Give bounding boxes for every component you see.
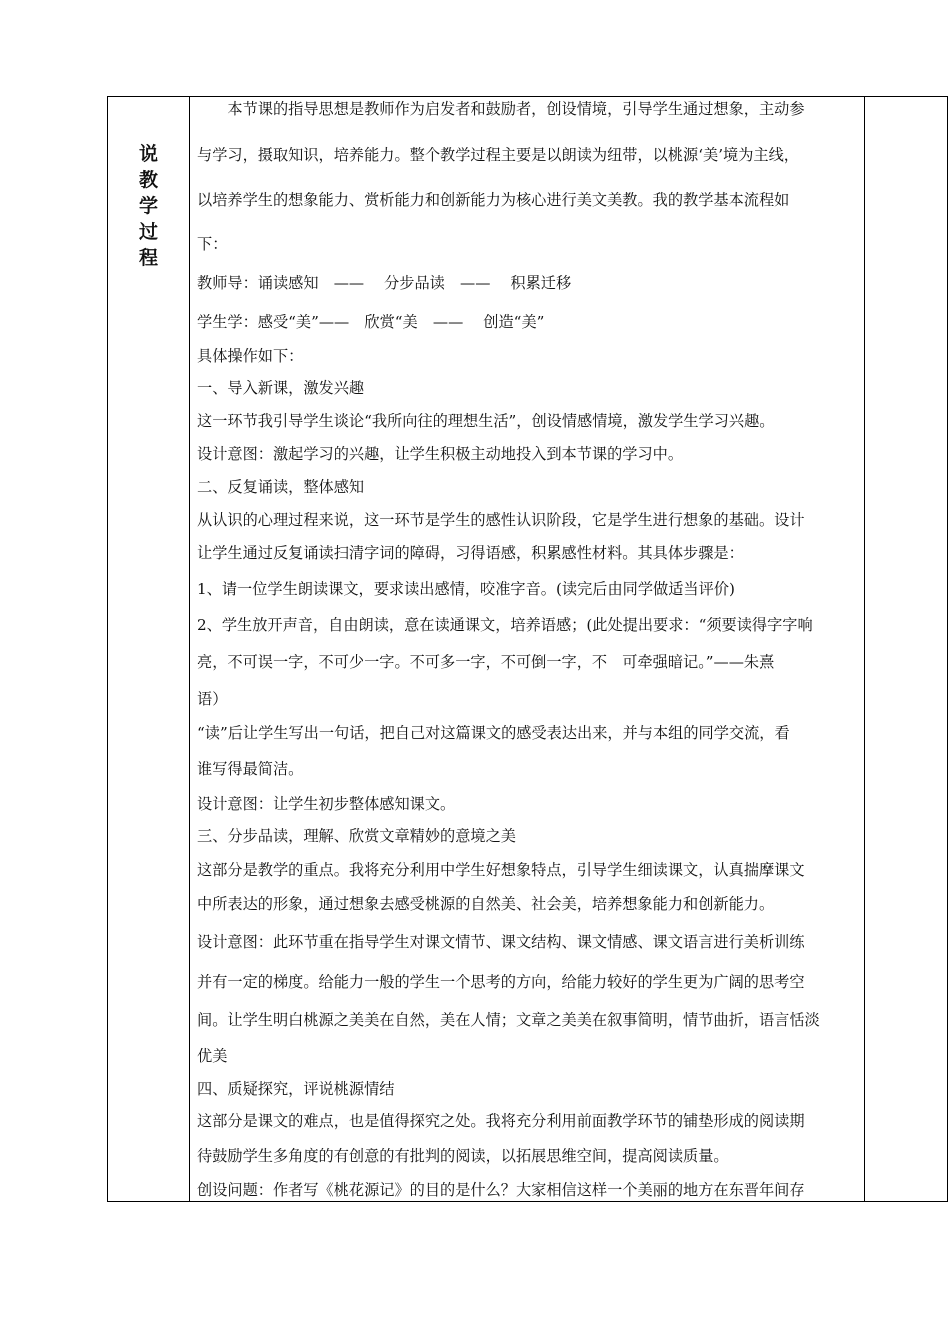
text-line: 以培养学生的想象能力、赏析能力和创新能力为核心进行美文美教。我的教学基本流程如 xyxy=(197,191,790,209)
text-line: 教师导：诵读感知 —— 分步品读 —— 积累迁移 xyxy=(197,274,572,292)
text-line: 这部分是教学的重点。我将充分利用中学生好想象特点，引导学生细读课文，认真揣摩课文 xyxy=(197,861,805,879)
text-line: 谁写得最简洁。 xyxy=(197,760,304,778)
section-label xyxy=(108,141,189,271)
text-line: 待鼓励学生多角度的有创意的有批判的阅读，以拓展思维空间，提高阅读质量。 xyxy=(197,1147,729,1165)
text-line: 本节课的指导思想是教师作为启发者和鼓励者，创设情境，引导学生通过想象，主动参 xyxy=(197,100,805,118)
label-char: 说 xyxy=(138,143,158,165)
lesson-table xyxy=(107,96,948,1202)
text-line: 创设问题：作者写《桃花源记》的目的是什么？大家相信这样一个美丽的地方在东晋年间存 xyxy=(197,1181,805,1199)
text-line: 2、学生放开声音，自由朗读，意在读通课文，培养语感；(此处提出要求：“须要读得字字响 xyxy=(197,616,813,634)
text-line: 一、导入新课，激发兴趣 xyxy=(197,379,365,397)
text-line: 学生学：感受“美”—— 欣赏“美 —— 创造“美” xyxy=(197,313,545,331)
text-line: 设计意图：激起学习的兴趣，让学生积极主动地投入到本节课的学习中。 xyxy=(197,445,683,463)
text-line: 下： xyxy=(197,235,228,253)
text-line: 间。让学生明白桃源之美美在自然，美在人情；文章之美美在叙事简明，情节曲折，语言恬淡 xyxy=(197,1011,820,1029)
text-line: 这一环节我引导学生谈论“我所向往的理想生活”，创设情感情境，激发学生学习兴趣。 xyxy=(197,412,775,430)
column-divider xyxy=(864,97,865,1201)
text-line: 具体操作如下： xyxy=(197,347,304,365)
text-line: 三、分步品读，理解、欣赏文章精妙的意境之美 xyxy=(197,827,516,845)
text-line: “读”后让学生写出一句话，把自己对这篇课文的感受表达出来，并与本组的同学交流，看 xyxy=(197,724,790,742)
text-line: 中所表达的形象，通过想象去感受桃源的自然美、社会美，培养想象能力和创新能力。 xyxy=(197,895,775,913)
text-line: 二、反复诵读，整体感知 xyxy=(197,478,365,496)
text-line: 设计意图：此环节重在指导学生对课文情节、课文结构、课文情感、课文语言进行美析训练 xyxy=(197,933,805,951)
label-char: 过 xyxy=(138,221,158,243)
text-line: 并有一定的梯度。给能力一般的学生一个思考的方向，给能力较好的学生更为广阔的思考空 xyxy=(197,973,805,991)
column-divider xyxy=(189,97,190,1201)
text-line: 设计意图：让学生初步整体感知课文。 xyxy=(197,795,456,813)
text-line: 从认识的心理过程来说，这一环节是学生的感性认识阶段，它是学生进行想象的基础。设计 xyxy=(197,511,805,529)
label-char: 教 xyxy=(138,169,158,191)
text-line: 四、质疑探究，评说桃源情结 xyxy=(197,1080,395,1098)
text-line: 亮，不可误一字，不可少一字。不可多一字，不可倒一字，不 可牵强暗记。”——朱熹 xyxy=(197,653,775,671)
text-line: 优美 xyxy=(197,1047,228,1065)
text-line: 1、请一位学生朗读课文，要求读出感情，咬准字音。(读完后由同学做适当评价) xyxy=(197,580,735,598)
text-line: 让学生通过反复诵读扫清字词的障碍，习得语感，积累感性材料。其具体步骤是： xyxy=(197,544,744,562)
label-char: 程 xyxy=(138,247,158,269)
text-line: 与学习，摄取知识，培养能力。整个教学过程主要是以朗读为纽带，以桃源‘美’境为主线， xyxy=(197,146,799,164)
text-line: 这部分是课文的难点，也是值得探究之处。我将充分利用前面教学环节的铺垫形成的阅读期 xyxy=(197,1112,805,1130)
label-char: 学 xyxy=(138,195,158,217)
text-line: 语） xyxy=(197,690,228,708)
